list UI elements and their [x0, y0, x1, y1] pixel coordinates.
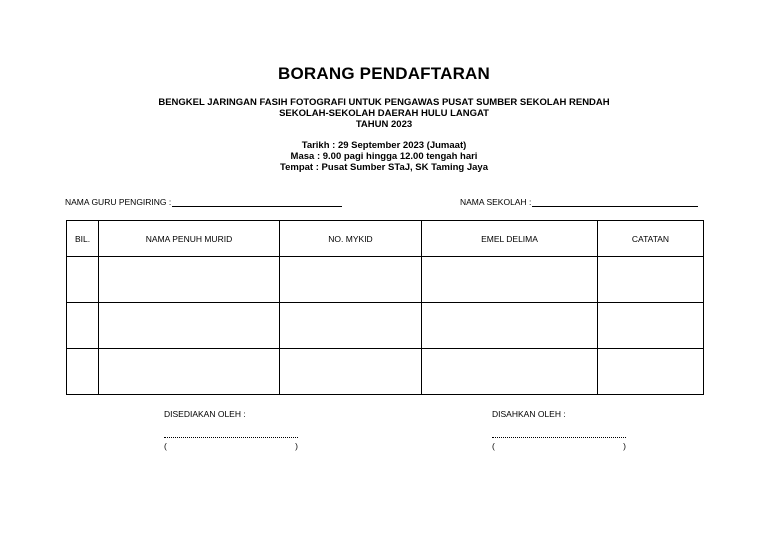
- subtitle-line-1: BENGKEL JARINGAN FASIH FOTOGRAFI UNTUK PENGAWAS PUSAT SUMBER SEKOLAH RENDAH: [158, 97, 610, 108]
- table-cell[interactable]: [422, 303, 598, 349]
- nama-sekolah-input-line[interactable]: [532, 196, 698, 207]
- subtitle-line-2: SEKOLAH-SEKOLAH DAERAH HULU LANGAT: [279, 108, 489, 119]
- prepared-by-name-brackets: [164, 441, 298, 451]
- table-cell[interactable]: [67, 349, 99, 395]
- nama-sekolah-field: [460, 196, 698, 207]
- open-paren: (: [164, 441, 167, 451]
- event-details: [0, 140, 768, 173]
- form-title: BORANG PENDAFTARAN: [278, 64, 490, 83]
- table-cell[interactable]: [280, 303, 422, 349]
- event-time: Masa : 9.00 pagi hingga 12.00 tengah hari: [290, 151, 478, 162]
- table-header-row: [67, 221, 704, 257]
- col-header-emel: EMEL DELIMA: [422, 221, 598, 257]
- table-row: [67, 349, 704, 395]
- table-cell[interactable]: [422, 349, 598, 395]
- open-paren: (: [492, 441, 495, 451]
- col-header-bil: BIL.: [67, 221, 99, 257]
- guru-pengiring-input-line[interactable]: [172, 196, 342, 207]
- table-cell[interactable]: [598, 257, 704, 303]
- table-row: [67, 257, 704, 303]
- table-cell[interactable]: [280, 257, 422, 303]
- prepared-by-signature-line[interactable]: [164, 437, 298, 438]
- guru-pengiring-label: NAMA GURU PENGIRING :: [65, 197, 172, 207]
- event-venue: Tempat : Pusat Sumber STaJ, SK Taming Jaya: [279, 162, 488, 173]
- table-cell[interactable]: [280, 349, 422, 395]
- close-paren: ): [295, 441, 298, 451]
- nama-sekolah-label: NAMA SEKOLAH :: [460, 197, 532, 207]
- table-cell[interactable]: [598, 349, 704, 395]
- prepared-by-block: [164, 409, 324, 459]
- approved-by-block: [492, 409, 652, 459]
- table-cell[interactable]: [99, 303, 280, 349]
- registration-table: [66, 220, 704, 395]
- approved-by-label: DISAHKAN OLEH :: [492, 409, 566, 419]
- prepared-by-label: DISEDIAKAN OLEH :: [164, 409, 246, 419]
- subtitle-line-3: TAHUN 2023: [355, 119, 413, 130]
- table-cell[interactable]: [99, 257, 280, 303]
- col-header-nama: NAMA PENUH MURID: [99, 221, 280, 257]
- event-subtitle: [0, 97, 768, 130]
- table-cell[interactable]: [99, 349, 280, 395]
- table-row: [67, 303, 704, 349]
- table-cell[interactable]: [598, 303, 704, 349]
- approved-by-signature-line[interactable]: [492, 437, 626, 438]
- event-date: Tarikh : 29 September 2023 (Jumaat): [301, 140, 467, 151]
- col-header-catatan: CATATAN: [598, 221, 704, 257]
- close-paren: ): [623, 441, 626, 451]
- approved-by-name-brackets: [492, 441, 626, 451]
- table-cell[interactable]: [67, 303, 99, 349]
- guru-pengiring-field: [65, 196, 342, 207]
- col-header-mykid: NO. MYKID: [280, 221, 422, 257]
- table-cell[interactable]: [422, 257, 598, 303]
- table-cell[interactable]: [67, 257, 99, 303]
